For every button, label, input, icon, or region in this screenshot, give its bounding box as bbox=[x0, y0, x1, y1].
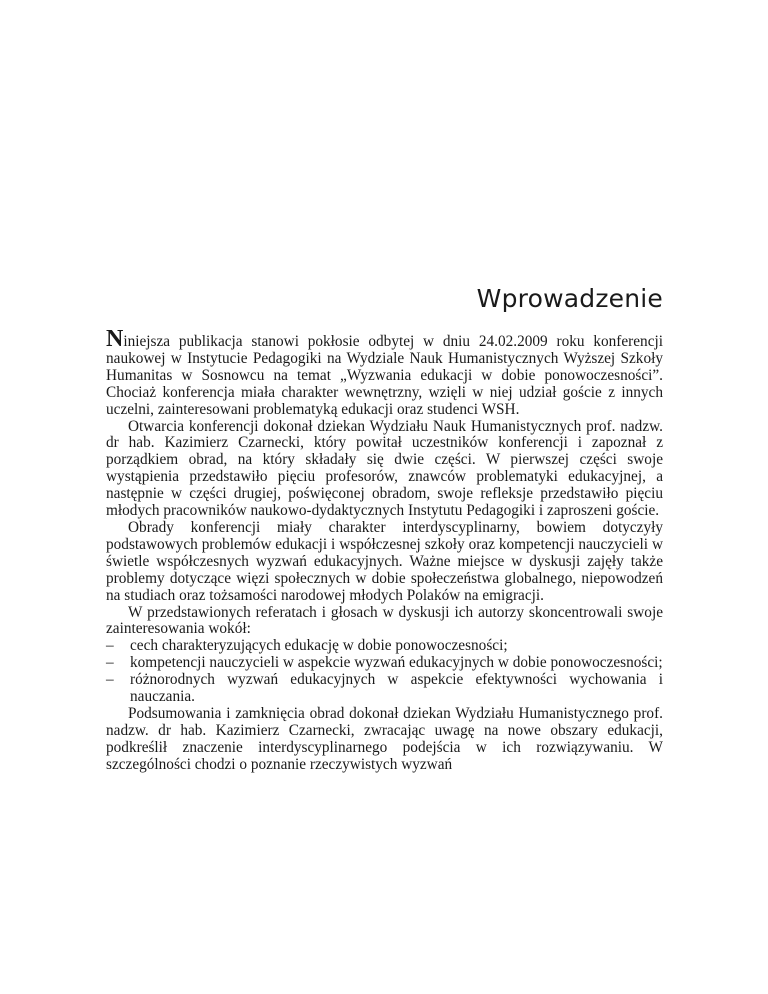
paragraph-5: Podsumowania i zamknięcia obrad dokonał dziekan Wydziału Humanistycznego prof. nadzw. dr hab. Kazimierz Czarnecki, zwracając uwagę na nowe obszary edukacji, podkreślił znaczenie interdyscyplinarnego podejścia w ich rozwiązywaniu. W szczególności chodzi o poznanie rzeczywistych wyzwań bbox=[106, 704, 663, 773]
paragraph-3: Obrady konferencji miały charakter interdyscyplinarny, bowiem dotyczyły podstawowych problemów edukacji i współczesnej szkoły oraz kompetencji nauczycieli w świetle współczesnych wyzwań edukacyjnych. Ważne miejsce w dyskusji zajęły także problemy dotyczące więzi społecznych w dobie społeczeństwa globalnego, niepowodzeń na studiach oraz tożsamości narodowej młodych Polaków na emigracji. bbox=[106, 518, 663, 604]
list-item: – cech charakteryzujących edukację w dobie ponowoczesności; bbox=[106, 638, 663, 655]
list-item: – różnorodnych wyzwań edukacyjnych w aspekcie efektywności wychowania i nauczania. bbox=[106, 672, 663, 706]
paragraph-2: Otwarcia konferencji dokonał dziekan Wydziału Nauk Humanistycznych prof. nadzw. dr hab. Kazimierz Czarnecki, który powitał uczestników konferencji i zapoznał z porządkiem obrad, na który składały się dwie części. W pierwszej części swoje wystąpienia przedstawiło pięciu profesorów, znawców problematyki edukacyjnej, a następnie w części drugiej, poświęconej obradom, swoje refleksje przedstawiło pięciu młodych pracowników naukowo-dydaktycznych Instytutu Pedagogiki i zaproszeni goście. bbox=[106, 417, 663, 520]
list-item: – kompetencji nauczycieli w aspekcie wyzwań edukacyjnych w dobie ponowoczesności; bbox=[106, 655, 663, 672]
drop-cap-initial: N bbox=[106, 326, 124, 352]
paragraph-4: W przedstawionych referatach i głosach w dyskusji ich autorzy skoncentrowali swoje zainteresowania wokół: bbox=[106, 603, 663, 638]
paragraph-1-text: iniejsza publikacja stanowi pokłosie odbytej w dniu 24.02.2009 roku konferencji naukowej w Instytucie Pedagogiki na Wydziale Nauk Humanistycznych Wyższej Szkoły Humanitas w Sosnowcu na temat „Wyzwania edukacji w dobie ponowoczesności”. Chociaż konferencja miała charakter wewnętrzny, wzięli w niej udział goście z innych uczelni, zainteresowani problematyką edukacji oraz studenci WSH. bbox=[106, 333, 663, 418]
body-text bbox=[106, 326, 663, 774]
topics-list bbox=[106, 638, 663, 706]
chapter-title: Wprowadzenie bbox=[476, 284, 663, 313]
paragraph-1 bbox=[106, 326, 663, 419]
